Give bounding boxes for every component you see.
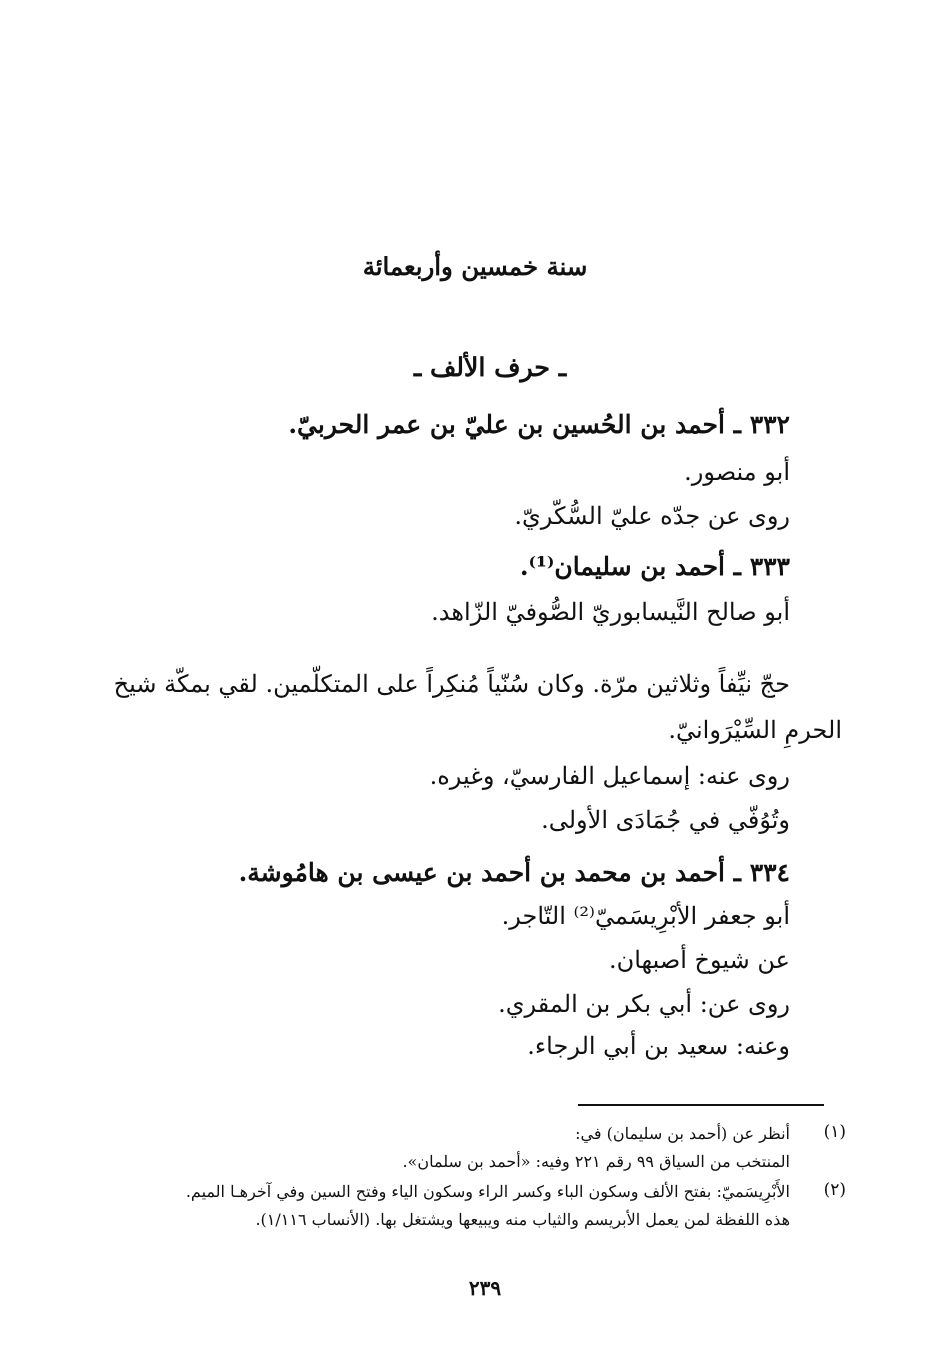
entry-line: روى عن جدّه عليّ السُّكّريّ. [514, 502, 790, 530]
entry-line: أبو جعفر الأبْرِيسَميّ⁽²⁾ التّاجر. [501, 902, 790, 930]
page-title: سنة خمسين وأربعمائة [362, 252, 588, 281]
entry-heading: ٣٣٣ ـ أحمد بن سليمان⁽¹⁾. [519, 552, 790, 581]
entry-line: حجّ نيِّفاً وثلاثين مرّة. وكان سُنّياً مُنكِراً على المتكلّمين. لقي بمكّة شيخ [113, 670, 790, 698]
page-number: ٢٣٩ [468, 1276, 502, 1300]
footnote-line: الأَبْرِيسَميّ: بفتح الألف وسكون الباء وكسر الراء وسكون الياء وفتح السين وفي آخرهـا الميم. [185, 1182, 790, 1201]
entry-line: عن شيوخ أصبهان. [608, 946, 790, 974]
section-heading: ـ حرف الألف ـ [413, 352, 567, 382]
entry-line: روى عن: أبي بكر بن المقري. [498, 990, 790, 1018]
entry-heading: ٣٣٢ ـ أحمد بن الحُسين بن عليّ بن عمر الحربيّ. [288, 410, 790, 439]
entry-line: أبو صالح النَّيسابوريّ الصُّوفيّ الزّاهد. [431, 598, 790, 626]
entry-line: وتُوُفّي في جُمَادَى الأولى. [541, 806, 790, 834]
footnote-line: هذه اللفظة لمن يعمل الأبريسم والثياب منه ويبيعها ويشتغل بها. (الأنساب ١/١١٦). [255, 1210, 790, 1229]
entry-line: الحرمِ السِّيْرَوانيّ. [668, 716, 842, 744]
entry-line: روى عنه: إسماعيل الفارسيّ، وغيره. [429, 762, 790, 790]
entry-line: وعنه: سعيد بن أبي الرجاء. [527, 1032, 790, 1060]
footnote-line: المنتخب من السياق ٩٩ رقم ٢٢١ وفيه: «أحمد بن سلمان». [402, 1152, 790, 1171]
footnote-number: (١) [823, 1122, 846, 1142]
footnote-divider [578, 1104, 824, 1106]
footnote-line: أنظر عن (أحمد بن سليمان) في: [575, 1124, 790, 1143]
entry-heading: ٣٣٤ ـ أحمد بن محمد بن أحمد بن عيسى بن هامُوشة. [238, 858, 790, 887]
entry-line: أبو منصور. [684, 458, 790, 486]
footnote-number: (٢) [823, 1180, 846, 1200]
